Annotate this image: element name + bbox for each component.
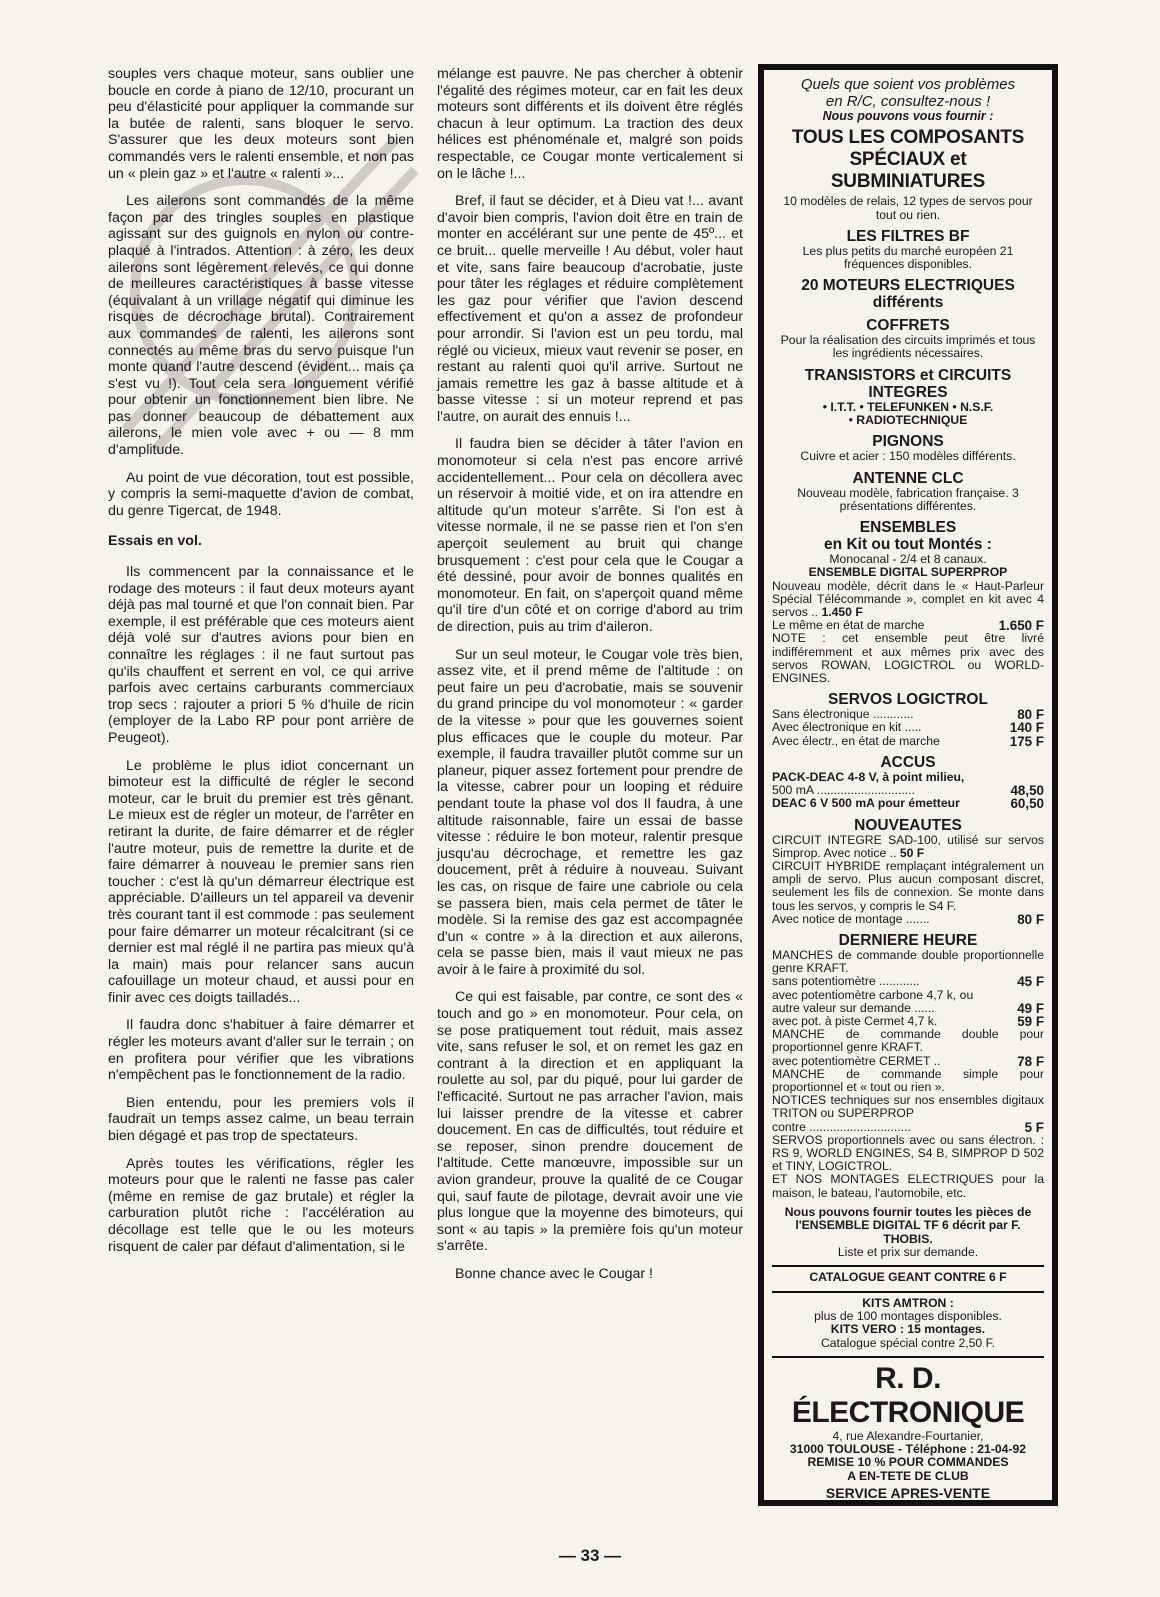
ad-address-2: 31000 TOULOUSE - Téléphone : 21-04-92 [789,1442,1027,1457]
ad-dh-1: MANCHES de commande double proportionnelle genre KRAFT. [772,947,1044,976]
ad-relais-text: 10 modèles de relais, 12 types de servos pour tout ou rien. [783,194,1033,222]
ad-pieces-1: Nous pouvons fournir toutes les pièces de l'ENSEMBLE DIGITAL TF 6 décrit par F. THOBIS. [784,1204,1032,1246]
ad-ensemble-ready-row: Le même en état de marche 1.650 F [772,618,1044,634]
ad-coffrets-heading: COFFRETS [866,317,950,335]
ad-ensembles-heading: ENSEMBLES [859,519,957,537]
article-paragraph: Après toutes les vérifications, régler les moteurs pour que le ralenti ne fasse pas caler (même en remise de gaz brutale) et régler la carburation plutôt riche : l'accélération au décollage est telle que le ou les moteurs risquent de caler par défaut d'alimentation, si le [108,1155,414,1255]
ad-servo-row: Sans électronique ............ 80 F [772,707,1044,723]
ad-coffrets-text: Pour la réalisation des circuits imprimés et tous les ingrédients nécessaires. [780,333,1036,361]
ad-servo-row: Avec électronique en kit ..... 140 F [772,720,1044,736]
ad-remise-2: A EN-TETE DE CLUB [847,1468,969,1483]
ad-accus-row-2: 500 mA ............................. 48,50 [772,783,1044,799]
article-paragraph: Au point de vue décoration, tout est possible, y compris la semi-maquette d'avion de combat, du genre Tigercat, de 1948. [108,469,414,519]
ad-ensemble-kit-price: 1.450 F [821,605,863,620]
ad-kits-4: Catalogue spécial contre 2,50 F. [820,1335,996,1350]
ad-dh-6: MANCHE de commande double pour proportionnel genre KRAFT. [772,1027,1044,1055]
ad-derniere-heure-heading: DERNIERE HEURE [838,931,978,949]
article-paragraph: Bref, il faut se décider, et à Dieu vat !... avant d'avoir bien compris, l'avion doit être en train de monter en accélérant sur une pente de 45º... et ce bruit... quelle merveille ! Au début, voler haut et vite, sans faire beaucoup d'acrobatie, juste pour tâter les réglages et réduire complètement les gaz pour vérifier que l'avion descend effectivement et qu'on a assez de profondeur pour arrondir. Si l'avion est un peu tordu, mal réglé ou vicieux, mieux vaut revenir se poser, en restant au ralenti quoi qu'il arrive. Surtout ne jamais remettre les gaz à basse altitude et à basse vitesse : si un moteur reprend et pas l'autre, on aurait des ennuis !... [437,193,743,425]
ad-headline-2: SPÉCIAUX et SUBMINIATURES [830,149,986,193]
ad-filtres-heading: LES FILTRES BF [846,227,970,245]
article-column-right [437,66,743,1294]
ad-divider-2 [772,1291,1044,1293]
ad-moteurs-heading: 20 MOTEURS ELECTRIQUES différents [801,277,1015,312]
ad-accus-row-3: DEAC 6 V 500 mA pour émetteur 60,50 [772,796,1044,812]
ad-kits-1: KITS AMTRON : [862,1295,954,1310]
ad-accus-line-1: PACK-DEAC 4-8 V, à point milieu, [772,769,965,784]
page-number: — 33 — [558,1546,622,1565]
ad-pieces-2: Liste et prix sur demande. [837,1245,979,1259]
ad-accus-heading: ACCUS [880,753,936,771]
ad-catalogue: CATALOGUE GEANT CONTRE 6 F [809,1270,1007,1285]
ad-dh-2: sans potentiomètre ............ 45 F [772,974,1044,990]
article-paragraph: Il faudra bien se décider à tâter l'avion en monomoteur si cela n'est pas encore arrivé accidentellement... Pour cela on décollera avec un réservoir à moitié vide, et on ira attendre en altitude qu'un moteur s'arrête. Si l'on est à vitesse normale, il ne se passe rien et l'on s'en aperçoit seulement au bruit qui change brusquement : c'est pour cela que le Cougar a été dessiné, pour avoir de bonnes qualités en monomoteur. En fait, on s'aperçoit quand même qu'il tire d'un côté et on corrige d'abord au trim de direction, puis au trim d'aileron. [437,436,743,635]
ad-pignons-heading: PIGNONS [872,433,944,451]
ad-kits-3: KITS VERO : 15 montages. [830,1322,986,1337]
article-paragraph: Bonne chance avec le Cougar ! [455,1265,653,1282]
ad-intro-line-1: Quels que soient vos problèmes [800,76,1016,93]
article-paragraph: Bien entendu, pour les premiers vols il faudrait un temps assez calme, un beau terrain bien dégagé et pas trop de spectateurs. [108,1094,414,1145]
ad-antenne-text: Nouveau modèle, fabrication française. 3 présentations différentes. [797,485,1019,513]
article-column-left [108,66,414,1266]
ad-nouveaute-3: Avec notice de montage ....... 80 F [772,911,1044,927]
article-paragraph: souples vers chaque moteur, sans oublier une boucle en corde à piano de 12/10, procurant un peu d'élasticité pour appliquer la commande sur la butée de ralenti, sans bloquer le servo. S'assurer que les deux moteurs sont bien commandés vers le ralenti ensemble, et non pas un « plein gaz » et l'autre « ralenti »... [108,66,414,182]
article-paragraph: Il faudra donc s'habituer à faire démarrer et régler les moteurs avant d'aller sur le terrain ; on en profitera pour vérifier que les vibrations n'empêchent pas le fonctionnement de la radio. [108,1017,414,1084]
article-paragraph: Le problème le plus idiot concernant un bimoteur est la difficulté de régler le second moteur, car le bruit du premier est très gênant. Le mieux est de régler un moteur, de l'arrêter en retirant la durite, de faire démarrer et de régler l'autre moteur, puis de remettre la durite et de faire démarrer à nouveau le premier sans rien toucher : c'est là qu'un démarreur électrique est appréciable. D'ailleurs un tel appareil va devenir très courant tant il est commode : pas seulement pour faire démarrer un moteur récalcitrant (si ce dernier est mal réglé il ne partira pas mieux qu'à la main) mais pour relancer sans aucun cafouillage un moteur chaud, et aussi pour en finir avec ces doigts tailladés... [108,757,414,1006]
ad-dh-4: autre valeur sur demande ...... 49 F [772,1000,1044,1016]
ad-service: SERVICE APRES-VENTE [825,1485,991,1502]
ad-divider-3 [772,1356,1044,1358]
article-paragraph: Ils commencent par la connaissance et le rodage des moteurs : il faut deux moteurs ayant déjà pas mal tourné et que l'on connait bien. Par exemple, il est préférable que ces moteurs aient déjà volé sur d'autres avions pour bien en connaître les réglages : il ne faut surtout pas qu'ils chauffent et serrent en vol, ce qui arrive parfois avec certains carburants commerciaux trop secs : rajouter a priori 5 % d'huile de ricin (employer de la Labo RP pour pont arrière de Peugeot). [108,564,414,746]
ad-servos-list [772,708,1044,748]
article-paragraph: Les ailerons sont commandés de la même façon par des tringles souples en plastique agissant sur des guignols en nylon ou contre-plaqué à l'intrados. Attention : à zéro, les deux ailerons sont légèrement relevés, ce qui donne de meilleures caractéristiques à basse vitesse (équivalant à un vrillage négatif qui diminue les risques de décrochage brutal). Contrairement aux commandes de ralenti, les ailerons sont connectés au même bras du servo puisque l'un monte quand l'autre descend (évident... mais ça s'est vu !). Tout cela sera longuement vérifié pour obtenir un fonctionnement bien libre. Ne pas donner beaucoup de débattement aux ailerons, le mien vole avec + ou — 8 mm d'amplitude. [108,193,414,459]
ad-transistors-brands-1: • I.T.T. • TELEFUNKEN • N.S.F. [822,399,994,414]
ad-transistors-brands-2: • RADIOTECHNIQUE [848,413,968,428]
ad-ensemble-digital: ENSEMBLE DIGITAL SUPERPROP [808,565,1008,580]
ad-transistors-heading: TRANSISTORS et CIRCUITS INTEGRES [804,366,1012,401]
ad-filtres-text: Les plus petits du marché européen 21 fréquences disponibles. [802,243,1014,272]
ad-intro-line-2: en R/C, consultez-nous ! [825,93,991,110]
ad-ensemble-desc: Nouveau modèle, décrit dans le « Haut-Parleur Spécial Télécommande », complet en kit avec 4 servos .. 1.450 F [772,578,1044,620]
ad-dh-10: contre .............................. 5 F [772,1119,1044,1135]
ad-dh-9: NOTICES techniques sur nos ensembles digitaux TRITON ou SUPERPROP [772,1093,1044,1121]
ad-nouveautes-heading: NOUVEAUTES [854,816,962,834]
ad-servo-row: Avec électr., en état de marche 175 F [772,733,1044,749]
ad-brand-name: R. D. ÉLECTRONIQUE [791,1361,1025,1429]
ad-intro-line-3: Nous pouvons vous fournir : [822,109,994,123]
ad-servos-heading: SERVOS LOGICTROL [828,691,988,709]
article-paragraph: mélange est pauvre. Ne pas chercher à obtenir l'égalité des régimes moteur, car en fait les deux moteurs sont différents et ils doivent être réglés chacun à leur optimum. La traction des deux hélices est phénoménale et, malgré son poids respectable, ce Cougar monte verticalement si on le lâche !... [437,66,743,182]
ad-divider-1 [772,1265,1044,1267]
ad-nouveaute-2: CIRCUIT HYBRIDE remplaçant intégralement un ampli de servo. Plus aucun composant discret, seulement les fils de connexion. Se monte dans tous les servos, y compris le S4 F. [772,858,1044,913]
ad-dh-11: SERVOS proportionnels avec ou sans électron. : RS 9, WORLD ENGINES, S4 B, SIMPROP D 502 et TINY, LOGICTROL. [772,1132,1044,1174]
advertisement-rd-electronique [758,64,1058,1506]
ad-address-1: 4, rue Alexandre-Fourtanier, [832,1428,984,1443]
ad-nouveaute-1: CIRCUIT INTEGRE SAD-100, utilisé sur servos Simprop. Avec notice .. 50 F [772,832,1044,860]
ad-ensembles-channels: Monocanal - 2/4 et 8 canaux. [829,552,987,567]
ad-dh-5: avec pot. à piste Cermet 4,7 k. 59 F [772,1013,1044,1029]
ad-pignons-text: Cuivre et acier : 150 modèles différents. [800,449,1016,464]
ad-kits-2: plus de 100 montages disponibles. [814,1309,1002,1324]
ad-dh-12: ET NOS MONTAGES ELECTRIQUES pour la maison, le bateau, l'automobile, etc. [772,1172,1044,1200]
ad-dh-3: avec potentiomètre carbone 4,7 k, ou [772,987,974,1002]
ad-remise-1: REMISE 10 % POUR COMMANDES [807,1455,1009,1470]
ad-headline-1: TOUS LES COMPOSANTS [791,127,1025,149]
ad-dh-7: avec potentiomètre CERMET .. 78 F [772,1053,1044,1069]
article-paragraph: Ce qui est faisable, par contre, ce sont des « touch and go » en monomoteur. Pour cela, on se pose pratiquement tout réduit, mais assez vite, sans refuser le sol, et on remet les gaz en contrant à la direction et en appliquant la roulette au sol, par du piqué, pour lui garder de l'efficacité. Surtout ne pas arracher l'avion, mais lui laisser prendre de la vitesse et cabrer doucement. En cas de difficultés, tout réduire et se reposer, sinon prendre doucement de l'altitude. Cette manœuvre, impossible sur un avion grandeur, prouve la qualité de ce Cougar qui, sauf faute de pilotage, devrait avoir une vie plus longue que la moyenne des bimoteurs, qui sont « au tapis » la première fois qu'un moteur s'arrête. [437,989,743,1255]
article-paragraph: Sur un seul moteur, le Cougar vole très bien, assez vite, et il prend même de l'altitude : on peut faire un peu d'acrobatie, mais se souvenir du grand principe du vol monomoteur : « garder de la vitesse » pour que les gouvernes soient plus efficaces que le couple du moteur. Par exemple, il faudra travailler plutôt comme sur un planeur, piquer assez fortement pour prendre de la vitesse, cabrer pour un looping et réduire pendant toute la phase vol dos Il faudra, à une altitude raisonnable, faire un essai de basse vitesse : réduire le bon moteur, ralentir presque jusqu'au décrochage, et remettre les gaz doucement, prêt à réduire à nouveau. Suivant les cas, on risque de faire une cabriole ou cela se passera bien, mais cela permet de tâter le modèle. Si la remise des gaz est accompagnée d'un « contre » à la direction et aux ailerons, cela se passe bien, mais il vaut mieux ne pas avoir à le faire à proximité du sol. [437,646,743,978]
ad-ensemble-note: NOTE : cet ensemble peut être livré indifféremment et aux mêmes prix avec des servos ROWAN, LOGICTROL ou WORLD-ENGINES. [772,631,1044,686]
ad-dh-8: MANCHE de commande simple pour proportionnel et « tout ou rien ». [772,1066,1044,1094]
ad-antenne-heading: ANTENNE CLC [852,469,964,487]
ad-ensembles-subheading: en Kit ou tout Montés : [824,536,992,554]
section-heading: Essais en vol. [108,533,202,550]
